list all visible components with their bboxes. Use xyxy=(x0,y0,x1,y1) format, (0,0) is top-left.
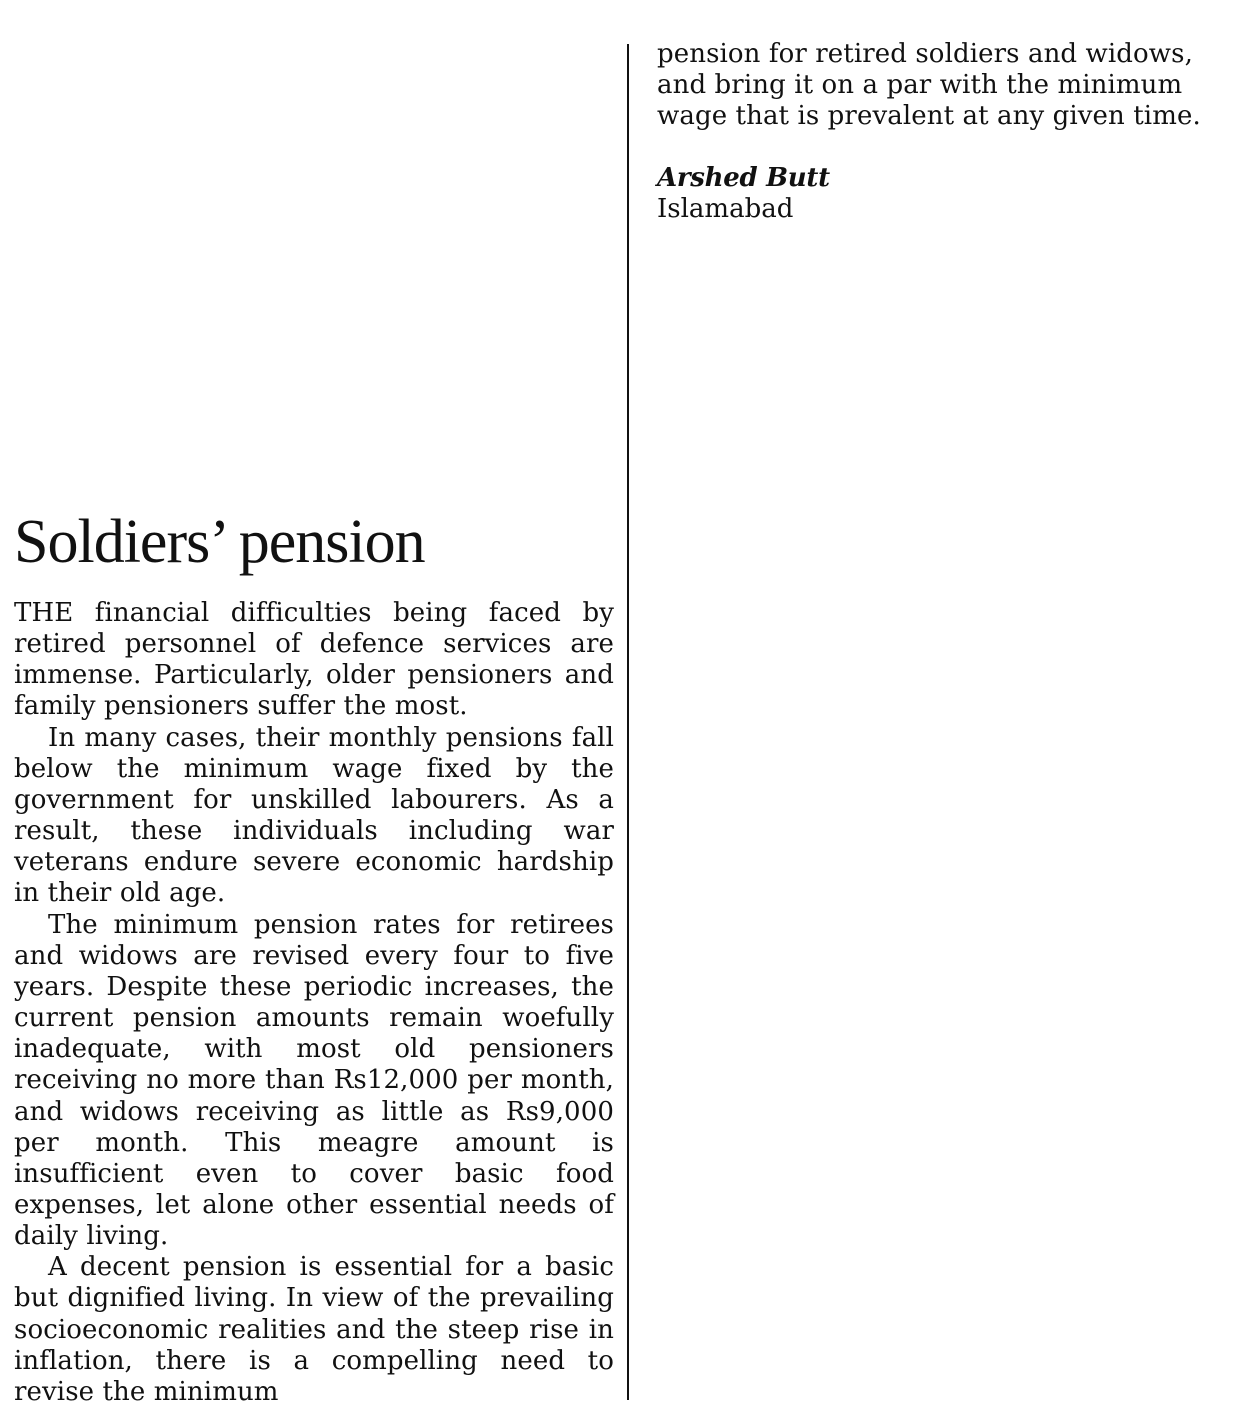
author-location: Islamabad xyxy=(657,194,794,225)
paragraph-continuation: pension for retired soldiers and widows, and bring it on a par with the minimum wage that is prevalent at any given time. xyxy=(657,39,1201,132)
paragraph-3: The minimum pension rates for retirees and widows are revised every four to five years. Despite these periodic increases, the current pension amounts remain woefully inadequate, with most old pensioners receiving no more than Rs12,000 per month, and widows receiving as little as Rs9,000 per month. This meagre amount is insufficient even to cover basic food expenses, let alone other essential needs of daily living. xyxy=(14,909,614,1252)
right-column xyxy=(657,39,1247,225)
paragraph-1: THE financial difficulties being faced by retired personnel of defence services are immense. Particularly, older pensioners and family pensioners suffer the most. xyxy=(14,598,614,722)
author-name: Arshed Butt xyxy=(657,163,830,194)
signature-block xyxy=(657,163,1247,225)
left-column xyxy=(14,506,614,1408)
column-divider xyxy=(627,44,629,1400)
paragraph-2: In many cases, their monthly pensions fall below the minimum wage fixed by the government for unskilled labourers. As a result, these individuals including war veterans endure severe economic hardship in their old age. xyxy=(14,722,614,909)
paragraph-4: A decent pension is essential for a basic but dignified living. In view of the prevailing socioeconomic realities and the steep rise in inflation, there is a compelling need to revise the minimum xyxy=(14,1252,614,1407)
headline: Soldiers’ pension xyxy=(14,508,425,576)
